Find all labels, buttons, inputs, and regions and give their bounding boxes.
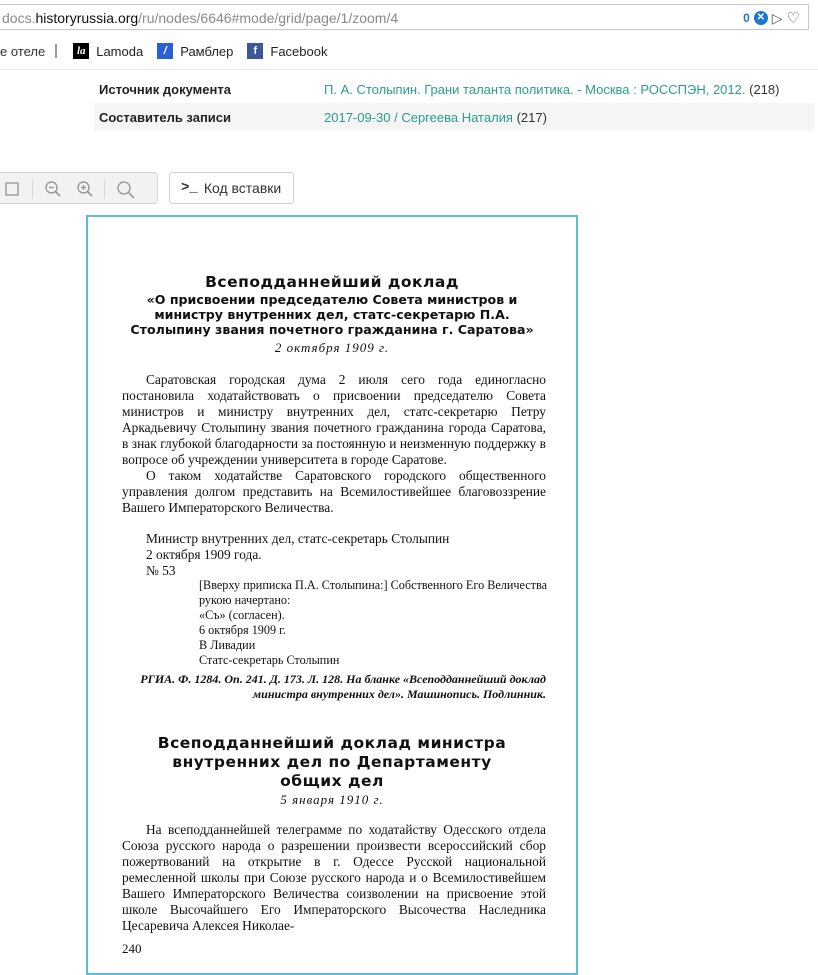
lamoda-icon: la: [73, 43, 89, 59]
info-row-author: [94, 103, 814, 131]
bookmark-rambler-label: Рамблер: [180, 43, 234, 59]
note-line: В Ливадии: [199, 638, 256, 652]
paragraph-text: Саратовская городская дума 2 июля сего года единогласно постановила ходатайствовать о присвоении председателю Совета министров и министру внутренних дел, статс-секретарю Петру Аркадьевичу Столыпину звания почетного гражданина города Саратова, в знак глубокой благодарности за постоянную и неизменную поддержку в вопросе об учреждении университета в городе Саратове.: [122, 372, 546, 467]
note-line: 6 октября 1909 г.: [199, 623, 286, 637]
document-info-table: [94, 75, 814, 131]
doc-paragraph-2: [122, 822, 546, 934]
note-line: «Съ» (согласен).: [199, 608, 285, 622]
fit-page-icon[interactable]: [4, 180, 22, 198]
doc-date-1: 2 октября 1909 г.: [274, 340, 390, 355]
bookmark-facebook[interactable]: [247, 43, 327, 59]
note-line: Статс-секретарь Столыпин: [199, 653, 340, 667]
doc-title-1: Всеподданнейший доклад: [205, 273, 459, 291]
bookmark-rambler[interactable]: [157, 43, 233, 59]
url-text[interactable]: [2, 10, 398, 26]
author-count: (217): [516, 109, 547, 125]
toolbar-divider: [32, 179, 33, 199]
send-icon[interactable]: ▷: [771, 9, 783, 26]
bookmarks-bar: [0, 38, 818, 64]
embed-code-label: Код вставки: [203, 180, 282, 196]
bookmark-hotels-label: е отеле: [0, 43, 46, 59]
viewer-toolbar: [0, 172, 158, 204]
doc-date-2: 5 января 1910 г.: [280, 792, 384, 807]
bookmark-facebook-label: Facebook: [270, 43, 328, 59]
heart-icon[interactable]: ♡: [786, 10, 800, 27]
url-prefix: docs.: [2, 10, 36, 26]
author-label: Составитель записи: [99, 109, 232, 125]
search-icon[interactable]: [116, 180, 134, 198]
toolbar-divider: [104, 179, 105, 199]
doc-subtitle-1: «О присвоении председателю Совета министров и министру внутренних дел, статс-секретарю П.А. Столыпину звания почетного гражданина г. Саратова»: [130, 292, 534, 337]
doc-signature-date: 2 октября 1909 года.: [146, 547, 262, 562]
rambler-icon: /: [157, 43, 173, 59]
bookmark-lamoda[interactable]: [73, 43, 143, 59]
terminal-icon: >_: [181, 180, 198, 196]
doc-title-2a: Всеподданнейший доклад министра: [157, 734, 507, 752]
embed-code-button[interactable]: [169, 172, 294, 204]
doc-note: [199, 578, 547, 668]
document-viewer[interactable]: [86, 215, 578, 975]
paragraph-text: На всеподданнейшей телеграмме по ходатайству Одесского отдела Союза русского народа о разрешении произвести всероссийский сбор пожертвований на открытие в г. Одессе Русской национальной ремесленной школы при Союзе русского народа и о Всемилостивейшем Вашего Императорского Величества соизволении на присвоение этой школе Высочайшего Его Императорского Высочества Наследника Цесаревича Алексея Николае-: [122, 822, 546, 933]
address-bar[interactable]: [0, 4, 809, 30]
paragraph-text: О таком ходатайстве Саратовского городского общественного управления долгом представить на Всемилостивейшее благовоззрение Вашего Императорского Величества.: [122, 468, 546, 515]
note-line: [Вверху приписка П.А. Столыпина:] Собственного Его Величества рукою начертано:: [199, 578, 547, 607]
url-path: /ru/nodes/6646#mode/grid/page/1/zoom/4: [138, 10, 399, 26]
zoom-out-icon[interactable]: [44, 180, 62, 198]
author-link[interactable]: 2017-09-30 / Сергеева Наталия: [324, 109, 513, 125]
doc-number: № 53: [146, 563, 176, 578]
doc-archive-source: РГИА. Ф. 1284. Оп. 241. Д. 173. Л. 128. На бланке «Всеподданнейший доклад министра внутренних дел». Машинопись. Подлинник.: [140, 672, 546, 701]
page-number: 240: [122, 941, 142, 956]
bookmarks-divider: [0, 69, 818, 70]
info-row-source: [94, 75, 814, 103]
doc-title-2c: общих дел: [280, 772, 384, 790]
source-label: Источник документа: [99, 81, 231, 97]
bookmark-hotels[interactable]: [0, 44, 45, 59]
extension-close-icon[interactable]: ✕: [754, 11, 768, 25]
extension-badge-count: 0: [743, 11, 750, 25]
zoom-in-icon[interactable]: [76, 180, 94, 198]
url-host: historyrussia.org: [35, 10, 139, 26]
source-link[interactable]: П. А. Столыпин. Грани таланта политика. - Москва : РОССПЭН, 2012.: [324, 81, 746, 97]
doc-title-2b: внутренних дел по Департаменту: [172, 753, 492, 771]
bookmark-separator: [55, 44, 65, 58]
source-count: (218): [749, 81, 780, 97]
bookmark-lamoda-label: Lamoda: [96, 43, 144, 59]
doc-paragraph-1: [122, 372, 546, 516]
facebook-icon: f: [247, 43, 263, 59]
doc-signature: Министр внутренних дел, статс-секретарь Столыпин: [146, 531, 450, 546]
